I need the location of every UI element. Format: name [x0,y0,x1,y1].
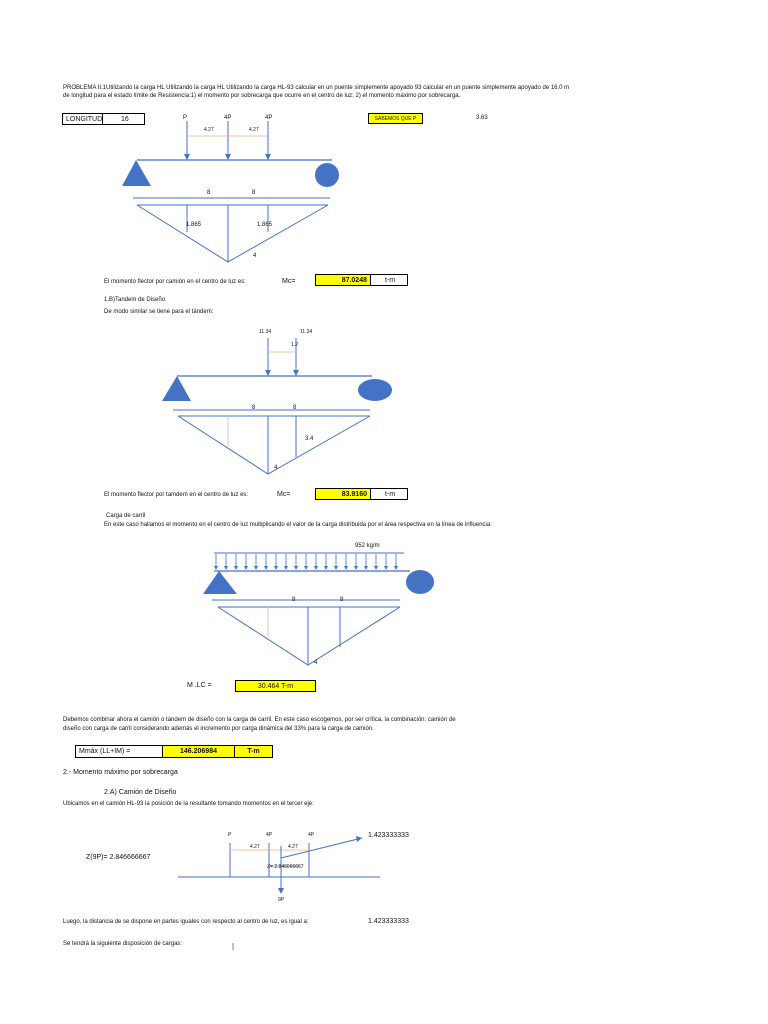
truck-spacing-1: 4.27 [204,127,214,133]
tandem-span-1: 8 [252,405,256,411]
tandem-span-2: 8 [293,405,297,411]
load-arrow-head [274,566,278,570]
truck-diagram [122,121,339,262]
load-arrow-head [314,566,318,570]
load-arrow-head [244,566,248,570]
truck-span-2: 8 [252,190,256,196]
pin-support-icon [162,376,191,401]
luego-value: 1.423333333 [368,918,409,925]
res-spacing-2: 4.27 [288,844,298,850]
lane-span-2: 8 [340,597,344,603]
resultant-9p: 9P [278,897,285,903]
load-arrow-head [254,566,258,570]
mc2-value: 83.9160 [315,488,371,500]
load-arrow-head [374,566,378,570]
load-arrow-head [324,566,328,570]
section2-title: 2.- Momento máximo por sobrecarga [63,769,178,776]
mmax-label: Mmáx (LL+IM) = [75,745,163,758]
lane-span-1: 8 [292,597,296,603]
tandem-heading: 1.B)Tandem de Diseño [104,297,166,303]
load-arrow-head [234,566,238,570]
section2-intro: Ubicamos en el camión HL-93 la posición de la resultante tomando momentos en el tercer eje: [63,801,314,807]
mc2-label: Mc= [277,491,291,498]
distributed-load-arrows [214,554,398,570]
lane-intro: En este caso hallamos el momento en el centro de luz multiplicando el valor de la carga distribuida por el área respectiva en la línea de influencia: [104,522,492,528]
res-spacing-1: 4.27 [250,844,260,850]
truck-load-3: 4P [265,115,273,121]
mc1-unit: t-m [370,274,408,286]
load-arrow-head [384,566,388,570]
mc1-label: Mc= [282,278,296,285]
load-arrow-head [394,566,398,570]
truck-ordinate-1: 1.865 [186,222,202,228]
truck-spacing-2: 4.27 [249,127,259,133]
load-arrow-head [334,566,338,570]
mlc-label: M .LC = [187,682,212,689]
problem-line-1: PROBLEMA II.1Utilizando la carga HL Utilizando la carga HL Utilizando la carga HL-93 calcular en un puente simplemente apoyado 93 calcular en un puente simplemente apoyado de 16.0 m [63,85,570,91]
load-arrow-head [214,566,218,570]
truck-ordinate-2: 1.865 [257,222,273,228]
problem-line-2: de longitud para el estado límite de Resistencia:1) el momento por sobrecarga que ocurre en el centro de luz; 2) el momento máximo por sobrecarga. [63,93,461,99]
tandem-load-1: 11.34 [259,329,272,335]
tandem-ordinate: 3.4 [305,436,314,442]
combine-line-1: Debemos combinar ahora el camión o tándem de diseño con la carga de carril. En este caso escogemos, por ser crítica, la combinación: camión de [63,717,456,723]
longitud-value: 16 [102,113,145,125]
tandem-peak: 4 [274,465,278,471]
luego-text: Luego, la distancia de se dispone en partes iguales con respecto al centro de luz, es igual a: [63,919,309,925]
longitud-label: LONGITUD [62,113,103,125]
lane-peak: 4 [314,660,318,666]
load-arrow-head [224,566,228,570]
resultant-right: 1.423333333 [368,832,409,839]
lane-load: 952 kg/m [355,543,380,549]
mlc-value: 30.464 T-m [235,680,316,692]
load-arrow-head [264,566,268,570]
roller-support-icon [358,379,392,401]
load-arrow-head [364,566,368,570]
tandem-intro: De modo similar se tiene para el tándem: [104,309,214,315]
roller-support-icon [315,163,339,187]
sabemos-label: SABEMOS QUE P [368,113,423,124]
res-load-2: 4P [266,832,273,838]
section2-sub: 2.A) Camión de Diseño [104,789,177,796]
res-load-1: P [228,832,232,838]
truck-load-1: P [183,115,188,121]
sabemos-value: 3.63 [476,115,488,121]
z-small: Z= 2.846666667 [267,864,304,870]
truck-peak: 4 [253,253,257,259]
load-arrow-head [354,566,358,570]
combine-line-2: diseño con carga de carril considerando además el incremento por carga dinámica del 33% para la carga de camión. [63,726,374,732]
mc1-value: 87.0248 [315,274,371,286]
tandem-load-2: 11.34 [300,329,313,335]
load-arrow-head [294,566,298,570]
res-load-3: 4P [308,832,315,838]
mc1-text: El momento flector por camión en el centro de luz es: [104,279,246,285]
roller-support-icon [406,570,434,594]
mc2-unit: t-m [370,488,408,500]
mmax-value: 146.206984 [162,745,235,758]
truck-span-1: 8 [207,190,211,196]
lane-heading: Carga de carril [106,513,146,519]
load-arrow-head [344,566,348,570]
load-arrow-head [284,566,288,570]
mc2-text: El momento flector por tamdem en el centro de luz es: [104,492,249,498]
final-text: Se tendrá la siguiente disposición de cargas: [63,941,183,947]
tandem-diagram [162,338,392,474]
pin-support-icon [122,160,151,186]
mmax-unit: T-m [234,745,273,758]
tandem-spacing: 1.2 [291,342,298,348]
z-label: Z(9P)= 2.846666667 [86,854,151,861]
resultant-diagram [178,836,380,950]
load-arrow-head [304,566,308,570]
truck-load-2: 4P [224,115,232,121]
lane-diagram [203,553,434,665]
pin-support-icon [203,571,237,594]
